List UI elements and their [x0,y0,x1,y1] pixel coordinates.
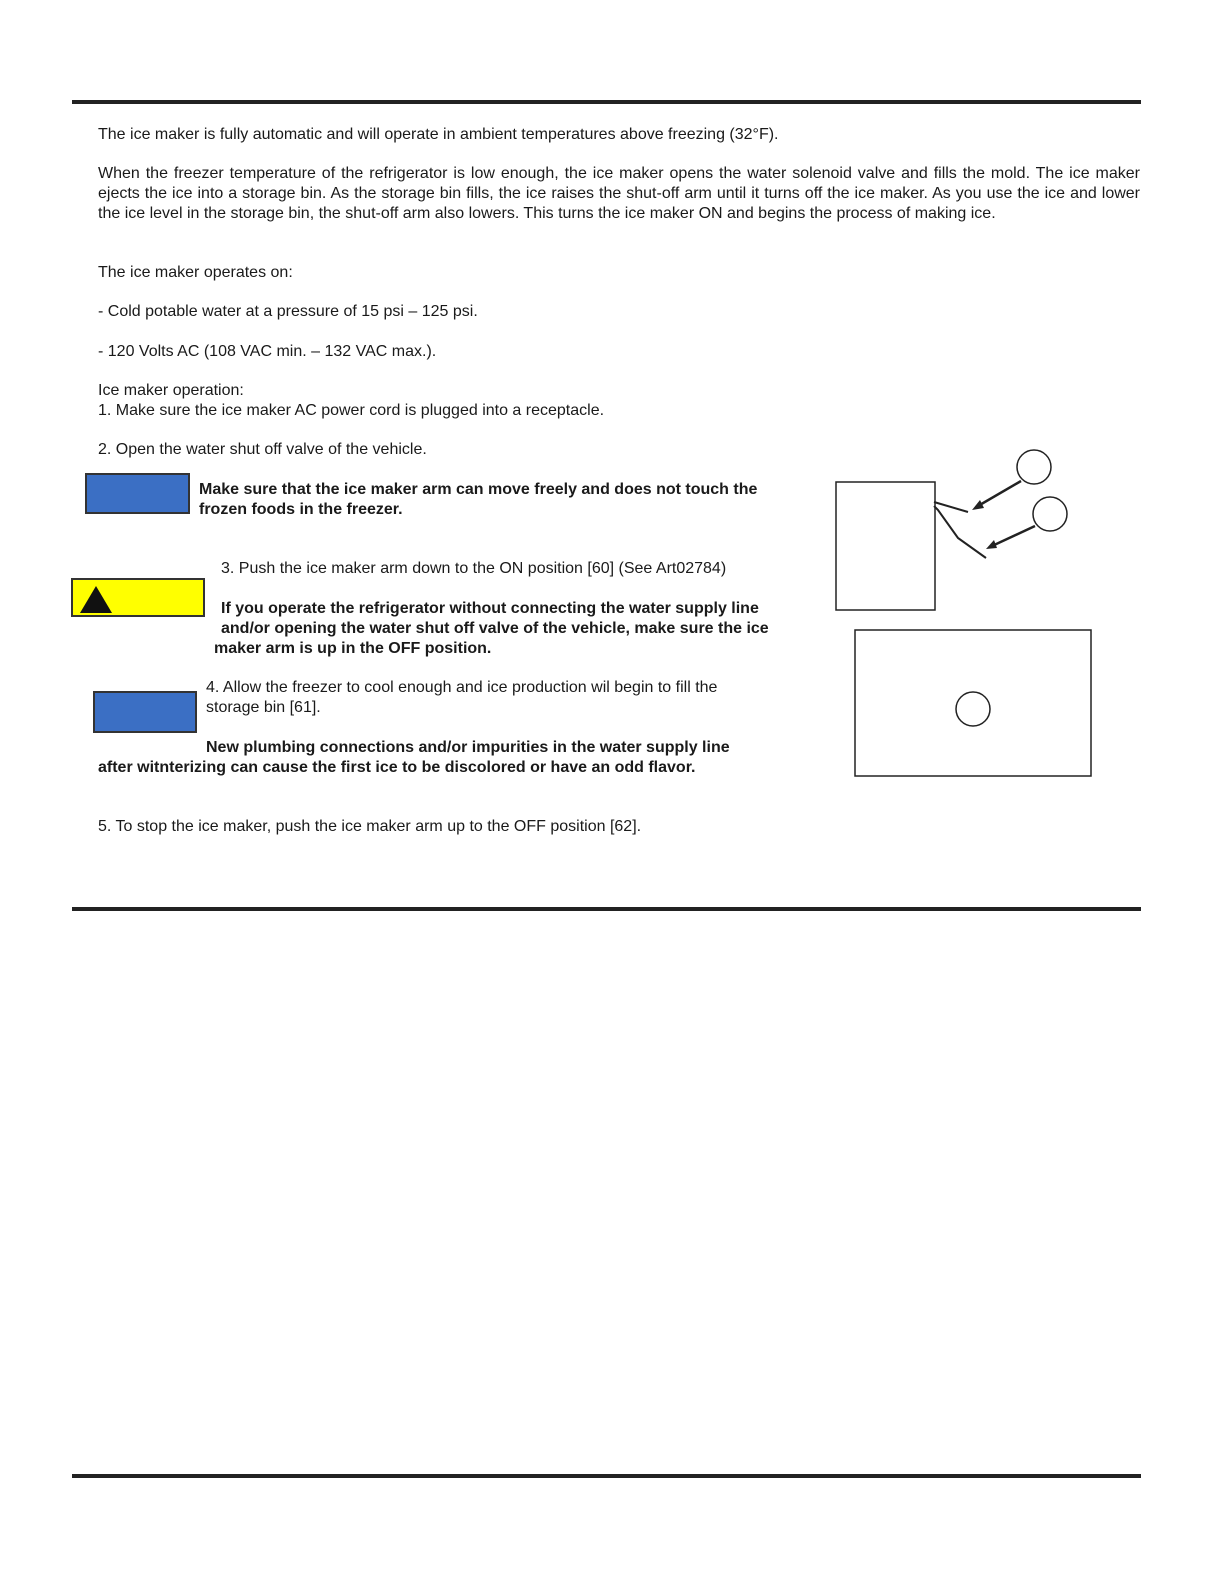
step-4-line-2: storage bin [61]. [206,699,321,716]
operates-on-heading: The ice maker operates on: [98,264,293,281]
note-2-line-2: after witnterizing can cause the first ice to be discolored or have an odd flavor. [98,759,696,776]
bottom-rule [72,1474,1141,1478]
step-4-line-1: 4. Allow the freezer to cool enough and ice production wil begin to fill the [206,679,718,696]
top-rule [72,100,1141,104]
leader-line-1 [978,481,1021,506]
step-1: 1. Make sure the ice maker AC power cord is plugged into a receptacle. [98,402,605,419]
power-requirement: - 120 Volts AC (108 VAC min. – 132 VAC max.). [98,343,437,360]
step-2: 2. Open the water shut off valve of the vehicle. [98,441,427,458]
callout-circle-1 [1017,450,1051,484]
note-1-line-2: frozen foods in the freezer. [199,501,403,518]
storage-bin-figure [853,628,1093,778]
caution-line-1: If you operate the refrigerator without connecting the water supply line [221,600,759,617]
note-2-line-1: New plumbing connections and/or impurities in the water supply line [206,739,730,756]
arm-down-position [934,506,986,558]
operation-description: When the freezer temperature of the refrigerator is low enough, the ice maker opens the water solenoid valve and fills the mold. The ice maker ejects the ice into a storage bin. As the storage bin fills, the ice raises the shut-off arm until it turns off the ice maker. As you use the ice and lower the ice level in the storage bin, the shut-off arm also lowers. This turns the ice maker ON and begins the process of making ice. [98,165,1140,222]
arrowhead-2 [986,540,997,549]
callout-circle-2 [1033,497,1067,531]
leader-line-2 [992,526,1035,546]
operation-heading: Ice maker operation: [98,382,244,399]
step-5: 5. To stop the ice maker, push the ice maker arm up to the OFF position [62]. [98,818,642,835]
callout-circle-3 [956,692,990,726]
step-3: 3. Push the ice maker arm down to the ON position [60] (See Art02784) [221,560,727,577]
caution-line-3: maker arm is up in the OFF position. [214,640,492,657]
note-badge-2 [93,691,197,733]
water-requirement: - Cold potable water at a pressure of 15 psi – 125 psi. [98,303,478,320]
ice-maker-arm-figure [830,448,1080,618]
warning-icon [80,586,112,613]
note-badge [85,473,190,514]
arrowhead-1 [972,500,984,510]
caution-line-2: and/or opening the water shut off valve of the vehicle, make sure the ice [221,620,769,637]
intro-paragraph: The ice maker is fully automatic and will operate in ambient temperatures above freezing (32°F). [98,126,779,143]
note-1-line-1: Make sure that the ice maker arm can move freely and does not touch the [199,481,758,498]
section-rule [72,907,1141,911]
ice-maker-housing [836,482,935,610]
